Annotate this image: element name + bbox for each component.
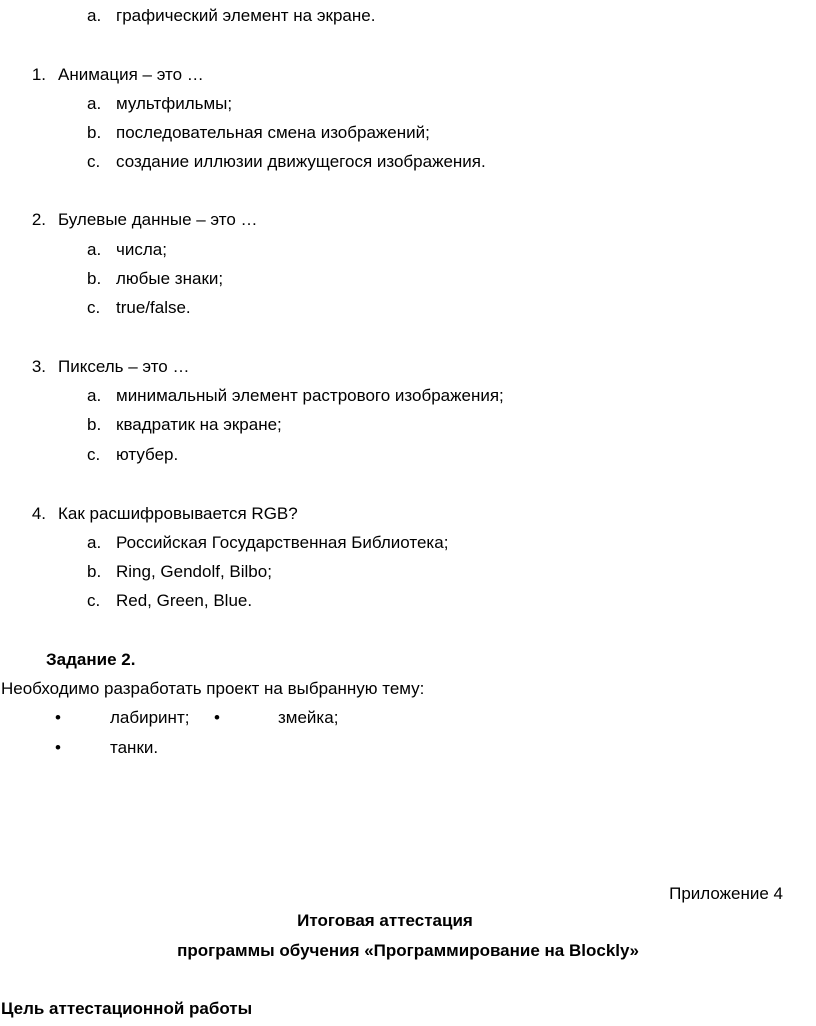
option-letter: a. (87, 240, 102, 259)
question-text: Анимация – это … (58, 65, 204, 84)
question-number: 4. (31, 504, 46, 523)
bullet: • (55, 738, 61, 757)
option-letter: b. (87, 562, 102, 581)
option-text: ютубер. (116, 445, 179, 464)
question-text: Булевые данные – это … (58, 210, 258, 229)
option-letter: b. (87, 415, 102, 434)
option-letter: c. (87, 591, 101, 610)
task-heading: Задание 2. (46, 650, 136, 669)
topic-item: лабиринт; (110, 708, 190, 727)
option-text: создание иллюзии движущегося изображения. (116, 152, 486, 171)
option-letter: b. (87, 269, 102, 288)
option-letter: c. (87, 298, 101, 317)
task-intro: Необходимо разработать проект на выбранную тему: (1, 679, 425, 698)
option-letter: a. (87, 94, 102, 113)
option-text: числа; (116, 240, 167, 259)
option-text: Ring, Gendolf, Bilbo; (116, 562, 272, 581)
bullet: • (55, 708, 61, 727)
question-number: 1. (31, 65, 46, 84)
option-text: квадратик на экране; (116, 415, 282, 434)
question-number: 3. (31, 357, 46, 376)
option-text: Российская Государственная Библиотека; (116, 533, 449, 552)
bullet: • (214, 708, 220, 727)
option-text: последовательная смена изображений; (116, 123, 430, 142)
option-text: графический элемент на экране. (116, 6, 376, 25)
option-letter: c. (87, 445, 101, 464)
option-text: мультфильмы; (116, 94, 233, 113)
question-text: Как расшифровывается RGB? (58, 504, 298, 523)
option-text: любые знаки; (116, 269, 224, 288)
section-heading: Цель аттестационной работы (1, 999, 253, 1018)
option-text: true/false. (116, 298, 191, 317)
program-title: программы обучения «Программирование на Blockly» (177, 941, 639, 960)
option-letter: a. (87, 533, 102, 552)
option-letter: b. (87, 123, 102, 142)
appendix-label: Приложение 4 (669, 884, 783, 903)
option-letter: c. (87, 152, 101, 171)
attestation-title: Итоговая аттестация (297, 911, 473, 930)
topic-item: танки. (110, 738, 159, 757)
option-text: Red, Green, Blue. (116, 591, 253, 610)
option-text: минимальный элемент растрового изображения; (116, 386, 504, 405)
question-text: Пиксель – это … (58, 357, 190, 376)
question-number: 2. (31, 210, 46, 229)
topic-item: змейка; (278, 708, 339, 727)
option-letter: a. (87, 386, 102, 405)
option-letter: a. (87, 6, 102, 25)
